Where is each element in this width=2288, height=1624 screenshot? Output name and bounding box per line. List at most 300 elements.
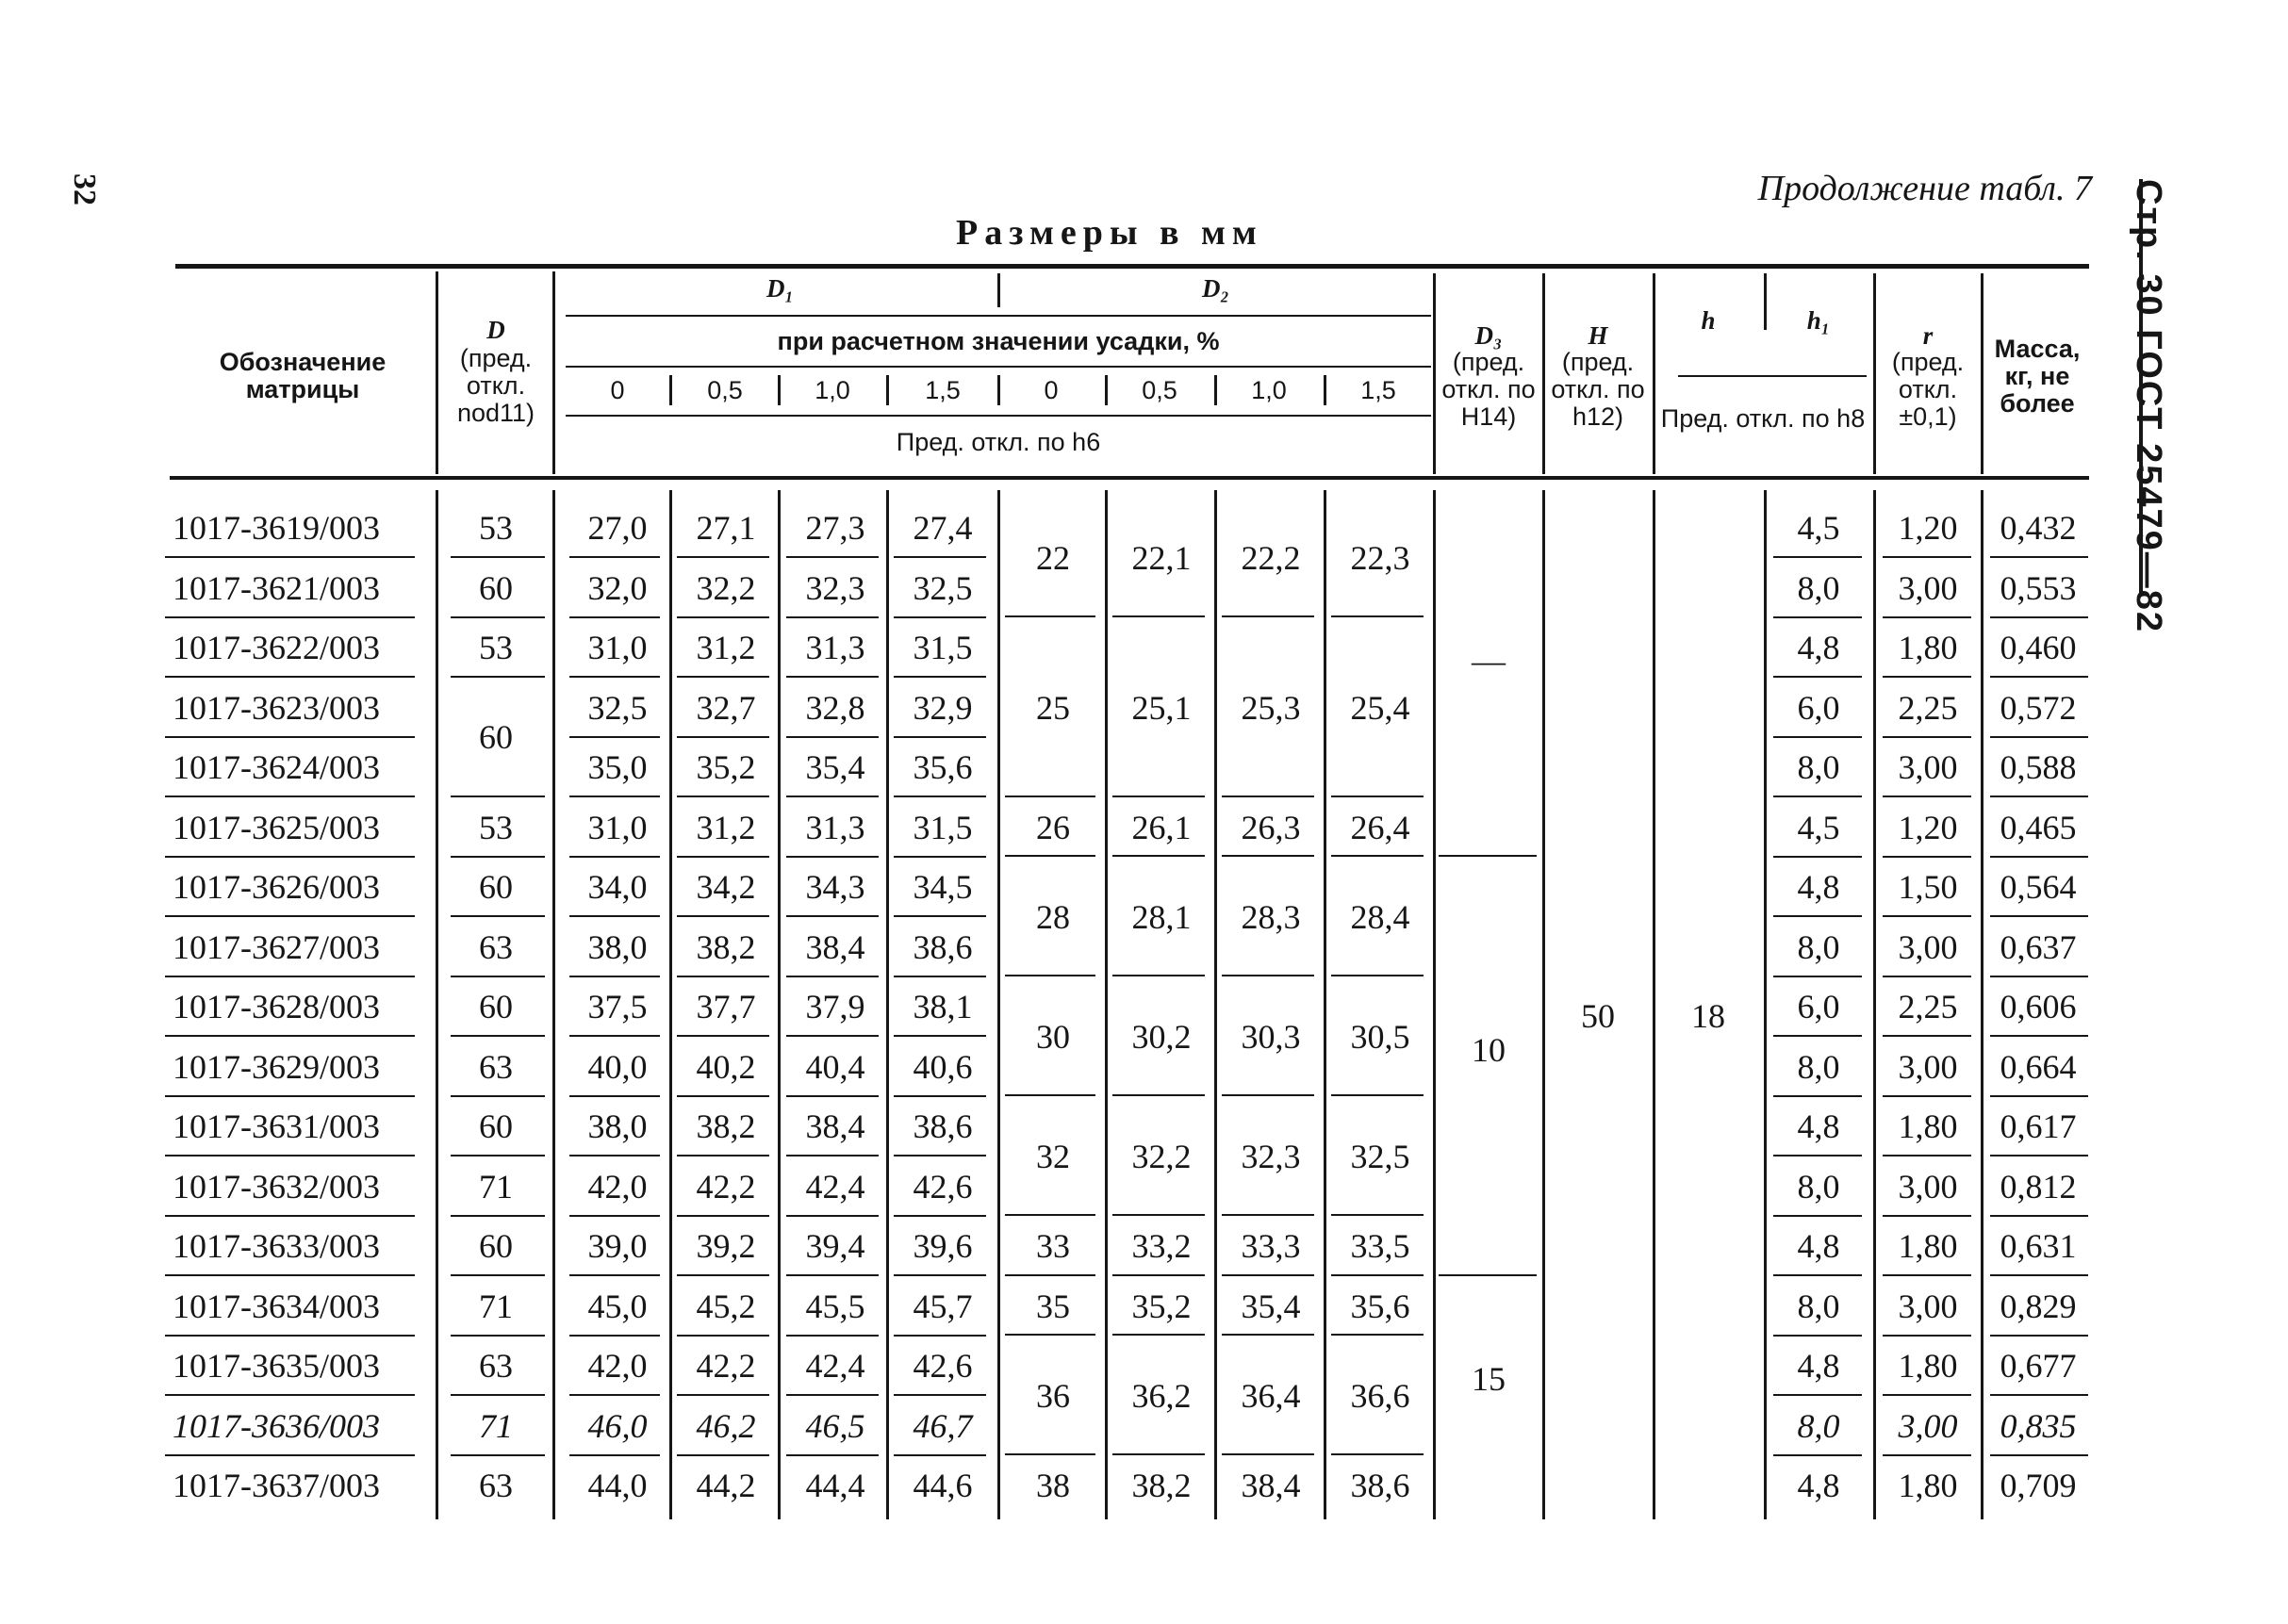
row-underline — [1990, 1095, 2088, 1097]
cell-D3: — — [1472, 641, 1506, 680]
cell-D2: 36,4 — [1241, 1376, 1301, 1415]
cell-D: 71 — [479, 1406, 513, 1445]
row-underline — [1990, 1035, 2088, 1037]
row-underline — [1990, 616, 2088, 618]
row-underline — [165, 1394, 415, 1396]
cell-D1: 37,9 — [805, 988, 865, 1025]
cell-D1: 38,6 — [913, 1107, 973, 1145]
row-underline — [1773, 676, 1862, 678]
cell-D1: 32,3 — [805, 568, 865, 607]
cell-D2: 28,3 — [1241, 897, 1301, 936]
row-underline — [165, 915, 415, 917]
cell-mass: 0,664 — [2000, 1047, 2077, 1086]
group-underline — [1112, 1453, 1205, 1455]
matrix-designation: 1017-3621/003 — [173, 568, 380, 607]
row-underline — [451, 1394, 545, 1396]
cell-D1: 42,2 — [696, 1347, 756, 1385]
cell-D: 63 — [479, 1347, 513, 1385]
row-underline — [1883, 1394, 1971, 1396]
cell-mass: 0,460 — [2000, 629, 2077, 666]
matrix-designation: 1017-3632/003 — [173, 1167, 380, 1206]
row-underline — [165, 976, 415, 977]
cell-D1: 32,5 — [587, 688, 648, 727]
cell-r: 1,80 — [1898, 1107, 1958, 1145]
header-divider — [1873, 273, 1876, 474]
cell-D1: 38,6 — [913, 927, 973, 966]
group-underline — [1439, 855, 1537, 857]
cell-D1: 32,2 — [696, 568, 756, 607]
group-underline — [1222, 796, 1314, 797]
header-shrink-value: 1,0 — [1251, 376, 1287, 404]
cell-h1: 8,0 — [1797, 1047, 1840, 1086]
cell-mass: 0,812 — [2000, 1167, 2077, 1206]
cell-D1: 31,2 — [696, 629, 756, 666]
row-underline — [677, 736, 769, 738]
cell-r: 2,25 — [1898, 688, 1958, 727]
cell-D1: 38,4 — [805, 1107, 865, 1145]
cell-D1: 39,0 — [587, 1227, 648, 1265]
column-divider — [1433, 490, 1436, 1519]
cell-H: 50 — [1581, 997, 1615, 1035]
cell-D1: 35,0 — [587, 748, 648, 786]
row-underline — [677, 1095, 769, 1097]
cell-D1: 44,0 — [587, 1467, 648, 1504]
row-underline — [1883, 1095, 1971, 1097]
cell-D1: 40,4 — [805, 1047, 865, 1086]
cell-h1: 4,8 — [1797, 629, 1840, 666]
header-divider — [1105, 375, 1108, 405]
column-divider — [1873, 490, 1876, 1519]
matrix-designation: 1017-3623/003 — [173, 688, 380, 727]
cell-D1: 39,2 — [696, 1227, 756, 1265]
row-underline — [1883, 976, 1971, 977]
cell-D2: 38 — [1036, 1467, 1070, 1504]
row-underline — [1883, 1335, 1971, 1337]
row-underline — [1990, 796, 2088, 797]
cell-D1: 42,4 — [805, 1347, 865, 1385]
cell-h1: 4,8 — [1797, 1347, 1840, 1385]
cell-D2: 33,2 — [1131, 1227, 1192, 1265]
row-underline — [569, 856, 660, 858]
row-underline — [786, 1335, 879, 1337]
cell-r: 1,80 — [1898, 1467, 1958, 1504]
row-underline — [1990, 1335, 2088, 1337]
cell-D2: 30,2 — [1131, 1017, 1192, 1056]
group-underline — [1112, 855, 1205, 857]
cell-D1: 45,5 — [805, 1287, 865, 1325]
cell-h1: 6,0 — [1797, 988, 1840, 1025]
cell-D1: 46,0 — [587, 1406, 648, 1445]
cell-D1: 40,2 — [696, 1047, 756, 1086]
row-underline — [569, 796, 660, 797]
cell-D2: 22,1 — [1131, 538, 1192, 577]
group-underline — [1112, 615, 1205, 617]
row-underline — [451, 796, 545, 797]
row-underline — [1773, 1155, 1862, 1156]
row-underline — [569, 676, 660, 678]
row-underline — [894, 1335, 986, 1337]
row-underline — [786, 796, 879, 797]
row-underline — [786, 1454, 879, 1456]
cell-D: 60 — [479, 988, 513, 1025]
row-underline — [1990, 676, 2088, 678]
row-underline — [894, 736, 986, 738]
group-underline — [1005, 1214, 1095, 1216]
cell-D1: 38,2 — [696, 927, 756, 966]
row-underline — [786, 915, 879, 917]
cell-r: 1,80 — [1898, 629, 1958, 666]
row-underline — [569, 1035, 660, 1037]
group-underline — [1331, 615, 1424, 617]
header-D1: D₁ — [766, 274, 794, 303]
cell-h1: 8,0 — [1797, 1167, 1840, 1206]
cell-r: 3,00 — [1898, 748, 1958, 786]
cell-h1: 8,0 — [1797, 1406, 1840, 1445]
row-underline — [1773, 796, 1862, 797]
row-underline — [1990, 1394, 2088, 1396]
header-shrink-value: 0,5 — [707, 376, 743, 404]
row-underline — [165, 616, 415, 618]
header-divider — [997, 375, 1000, 405]
cell-D1: 32,8 — [805, 688, 865, 727]
cell-D: 60 — [479, 868, 513, 906]
row-underline — [1773, 1095, 1862, 1097]
row-underline — [451, 1335, 545, 1337]
cell-D1: 35,4 — [805, 748, 865, 786]
header-divider — [778, 375, 781, 405]
cell-D1: 42,2 — [696, 1167, 756, 1206]
cell-D3: 15 — [1472, 1359, 1506, 1398]
row-underline — [1990, 1454, 2088, 1456]
row-underline — [677, 1394, 769, 1396]
header-shrink-value: 1,0 — [815, 376, 850, 404]
group-underline — [1222, 855, 1314, 857]
cell-D2: 36 — [1036, 1376, 1070, 1415]
table-header-rule — [170, 476, 2089, 480]
cell-D1: 37,5 — [587, 988, 648, 1025]
header-divider — [552, 271, 555, 474]
matrix-designation: 1017-3637/003 — [173, 1467, 380, 1504]
row-underline — [569, 1155, 660, 1156]
cell-D: 63 — [479, 927, 513, 966]
cell-D2: 26 — [1036, 808, 1070, 846]
cell-mass: 0,637 — [2000, 927, 2077, 966]
group-underline — [1331, 975, 1424, 976]
cell-r: 3,00 — [1898, 927, 1958, 966]
cell-D2: 32,3 — [1241, 1137, 1301, 1175]
cell-D1: 38,4 — [805, 927, 865, 966]
cell-D1: 42,4 — [805, 1167, 865, 1206]
column-divider — [1981, 490, 1983, 1519]
group-underline — [1331, 1453, 1424, 1455]
group-underline — [1331, 1094, 1424, 1096]
row-underline — [451, 1274, 545, 1276]
header-divider — [1981, 273, 1983, 474]
column-divider — [669, 490, 672, 1519]
group-underline — [1331, 1274, 1424, 1276]
row-underline — [451, 1215, 545, 1217]
row-underline — [677, 1335, 769, 1337]
group-underline — [1112, 796, 1205, 797]
cell-D1: 45,0 — [587, 1287, 648, 1325]
cell-h1: 4,8 — [1797, 1227, 1840, 1265]
header-shrink-value: 0,5 — [1142, 376, 1177, 404]
group-underline — [1331, 855, 1424, 857]
group-underline — [1439, 1274, 1537, 1276]
group-underline — [1222, 1453, 1314, 1455]
cell-mass: 0,465 — [2000, 808, 2077, 846]
table-top-rule — [175, 264, 2089, 269]
cell-h1: 8,0 — [1797, 748, 1840, 786]
row-underline — [786, 616, 879, 618]
row-underline — [569, 1274, 660, 1276]
cell-r: 1,20 — [1898, 509, 1958, 547]
cell-D2: 32,5 — [1350, 1137, 1410, 1175]
continuation-caption: Продолжение табл. 7 — [1757, 169, 2092, 208]
row-underline — [1773, 1215, 1862, 1217]
header-divider — [1764, 273, 1767, 330]
cell-D1: 27,3 — [805, 509, 865, 547]
cell-D1: 31,5 — [913, 629, 973, 666]
row-underline — [1773, 915, 1862, 917]
cell-D1: 40,0 — [587, 1047, 648, 1086]
row-underline — [894, 976, 986, 977]
matrix-designation: 1017-3627/003 — [173, 927, 380, 966]
group-underline — [1222, 1334, 1314, 1336]
matrix-designation: 1017-3634/003 — [173, 1287, 380, 1325]
row-underline — [1990, 556, 2088, 558]
row-underline — [451, 915, 545, 917]
row-underline — [677, 1215, 769, 1217]
cell-D1: 42,0 — [587, 1347, 648, 1385]
cell-mass: 0,606 — [2000, 988, 2077, 1025]
cell-D: 60 — [479, 1227, 513, 1265]
row-underline — [1773, 616, 1862, 618]
cell-D2: 32,2 — [1131, 1137, 1192, 1175]
page-number: 32 — [67, 173, 102, 205]
cell-D1: 32,9 — [913, 688, 973, 727]
cell-D2: 26,1 — [1131, 808, 1192, 846]
row-underline — [569, 1335, 660, 1337]
cell-D: 53 — [479, 629, 513, 666]
row-underline — [677, 616, 769, 618]
cell-h1: 4,8 — [1797, 1107, 1840, 1145]
header-divider — [1324, 375, 1326, 405]
matrix-designation: 1017-3626/003 — [173, 868, 380, 906]
row-underline — [451, 1095, 545, 1097]
group-underline — [1331, 796, 1424, 797]
row-underline — [786, 676, 879, 678]
cell-D-merged: 60 — [479, 718, 513, 757]
row-underline — [165, 1035, 415, 1037]
header-r: r — [1922, 321, 1934, 350]
cell-r: 3,00 — [1898, 1167, 1958, 1206]
cell-D: 60 — [479, 1107, 513, 1145]
row-underline — [677, 796, 769, 797]
cell-D2: 35,2 — [1131, 1287, 1192, 1325]
group-underline — [1112, 1334, 1205, 1336]
row-underline — [894, 616, 986, 618]
cell-D1: 46,7 — [913, 1406, 973, 1445]
cell-D1: 34,5 — [913, 868, 973, 906]
cell-D1: 27,1 — [696, 509, 756, 547]
matrix-designation: 1017-3622/003 — [173, 629, 380, 666]
cell-D: 63 — [479, 1047, 513, 1086]
cell-mass: 0,617 — [2000, 1107, 2077, 1145]
header-divider — [1214, 375, 1217, 405]
row-underline — [451, 676, 545, 678]
header-divider — [566, 366, 1431, 368]
cell-D2: 25,1 — [1131, 688, 1192, 727]
side-stamp: Стр. 30 ГОСТ 25479—82 — [2129, 179, 2168, 634]
row-underline — [786, 1274, 879, 1276]
matrix-designation: 1017-3625/003 — [173, 808, 380, 846]
cell-D3: 10 — [1472, 1030, 1506, 1069]
group-underline — [1222, 1274, 1314, 1276]
group-underline — [1222, 615, 1314, 617]
column-divider — [1105, 490, 1108, 1519]
header-shrink-value: 0 — [1044, 376, 1059, 404]
cell-D1: 32,0 — [587, 568, 648, 607]
cell-D1: 35,6 — [913, 748, 973, 786]
row-underline — [165, 1095, 415, 1097]
cell-r: 3,00 — [1898, 1406, 1958, 1445]
row-underline — [894, 1155, 986, 1156]
cell-D1: 44,4 — [805, 1467, 865, 1504]
cell-D1: 39,6 — [913, 1227, 973, 1265]
row-underline — [1883, 856, 1971, 858]
row-underline — [569, 616, 660, 618]
row-underline — [786, 1215, 879, 1217]
cell-D1: 34,3 — [805, 868, 865, 906]
cell-D1: 44,2 — [696, 1467, 756, 1504]
row-underline — [451, 856, 545, 858]
header-H: H — [1588, 321, 1608, 350]
row-underline — [165, 1274, 415, 1276]
row-underline — [677, 556, 769, 558]
row-underline — [569, 556, 660, 558]
cell-D: 60 — [479, 568, 513, 607]
cell-D2: 36,2 — [1131, 1376, 1192, 1415]
cell-D: 71 — [479, 1167, 513, 1206]
matrix-designation: 1017-3628/003 — [173, 988, 380, 1025]
row-underline — [894, 1394, 986, 1396]
row-underline — [165, 1155, 415, 1156]
row-underline — [1990, 1155, 2088, 1156]
row-underline — [786, 556, 879, 558]
row-underline — [894, 915, 986, 917]
column-divider — [1653, 490, 1655, 1519]
row-underline — [451, 1454, 545, 1456]
cell-mass: 0,553 — [2000, 568, 2077, 607]
cell-h1: 4,8 — [1797, 868, 1840, 906]
row-underline — [451, 616, 545, 618]
row-underline — [894, 856, 986, 858]
matrix-designation: 1017-3635/003 — [173, 1347, 380, 1385]
sizes-caption: Размеры в мм — [956, 213, 1263, 253]
row-underline — [786, 736, 879, 738]
row-underline — [451, 556, 545, 558]
cell-D2: 25,4 — [1350, 688, 1410, 727]
row-underline — [677, 915, 769, 917]
header-shrink-value: 0 — [610, 376, 625, 404]
row-underline — [677, 856, 769, 858]
row-underline — [569, 915, 660, 917]
row-underline — [1990, 1215, 2088, 1217]
header-divider — [886, 375, 889, 405]
row-underline — [1883, 1274, 1971, 1276]
row-underline — [1773, 976, 1862, 977]
cell-D1: 31,0 — [587, 629, 648, 666]
group-underline — [1005, 796, 1095, 797]
cell-D1: 35,2 — [696, 748, 756, 786]
header-h: h — [1701, 306, 1716, 335]
cell-D1: 39,4 — [805, 1227, 865, 1265]
group-underline — [1005, 1274, 1095, 1276]
row-underline — [165, 796, 415, 797]
header-h6-tolerance: Пред. откл. по h6 — [896, 428, 1101, 456]
cell-D1: 32,7 — [696, 688, 756, 727]
row-underline — [1883, 556, 1971, 558]
row-underline — [569, 736, 660, 738]
cell-D1: 34,2 — [696, 868, 756, 906]
cell-r: 3,00 — [1898, 1287, 1958, 1325]
header-designation: Обозначение матрицы — [219, 348, 387, 404]
cell-D1: 38,2 — [696, 1107, 756, 1145]
cell-D1: 42,6 — [913, 1167, 973, 1206]
cell-D2: 22,3 — [1350, 538, 1410, 577]
row-underline — [1883, 616, 1971, 618]
group-underline — [1331, 1334, 1424, 1336]
group-underline — [1005, 855, 1095, 857]
column-divider — [1764, 490, 1767, 1519]
cell-mass: 0,564 — [2000, 868, 2077, 906]
row-underline — [451, 1035, 545, 1037]
row-underline — [677, 1155, 769, 1156]
row-underline — [677, 1274, 769, 1276]
row-underline — [451, 1155, 545, 1156]
row-underline — [569, 1095, 660, 1097]
cell-h: 18 — [1691, 997, 1725, 1035]
row-underline — [677, 1035, 769, 1037]
cell-mass: 0,572 — [2000, 688, 2077, 727]
cell-D1: 46,5 — [805, 1406, 865, 1445]
cell-h1: 8,0 — [1797, 927, 1840, 966]
row-underline — [677, 1454, 769, 1456]
row-underline — [786, 1155, 879, 1156]
group-underline — [1005, 1094, 1095, 1096]
cell-D2: 26,4 — [1350, 808, 1410, 846]
cell-D1: 45,7 — [913, 1287, 973, 1325]
cell-mass: 0,677 — [2000, 1347, 2077, 1385]
cell-D2: 30,5 — [1350, 1017, 1410, 1056]
matrix-designation: 1017-3636/003 — [173, 1406, 380, 1445]
cell-h1: 8,0 — [1797, 1287, 1840, 1325]
row-underline — [1883, 1035, 1971, 1037]
matrix-designation: 1017-3631/003 — [173, 1107, 380, 1145]
header-shrink-value: 1,5 — [925, 376, 961, 404]
cell-mass: 0,432 — [2000, 509, 2077, 547]
header-divider — [1678, 375, 1867, 377]
row-underline — [1990, 856, 2088, 858]
cell-D1: 38,0 — [587, 927, 648, 966]
row-underline — [165, 736, 415, 738]
cell-D2: 28,1 — [1131, 897, 1192, 936]
cell-D2: 32 — [1036, 1137, 1070, 1175]
cell-mass: 0,588 — [2000, 748, 2077, 786]
cell-mass: 0,709 — [2000, 1467, 2077, 1504]
cell-r: 1,80 — [1898, 1227, 1958, 1265]
